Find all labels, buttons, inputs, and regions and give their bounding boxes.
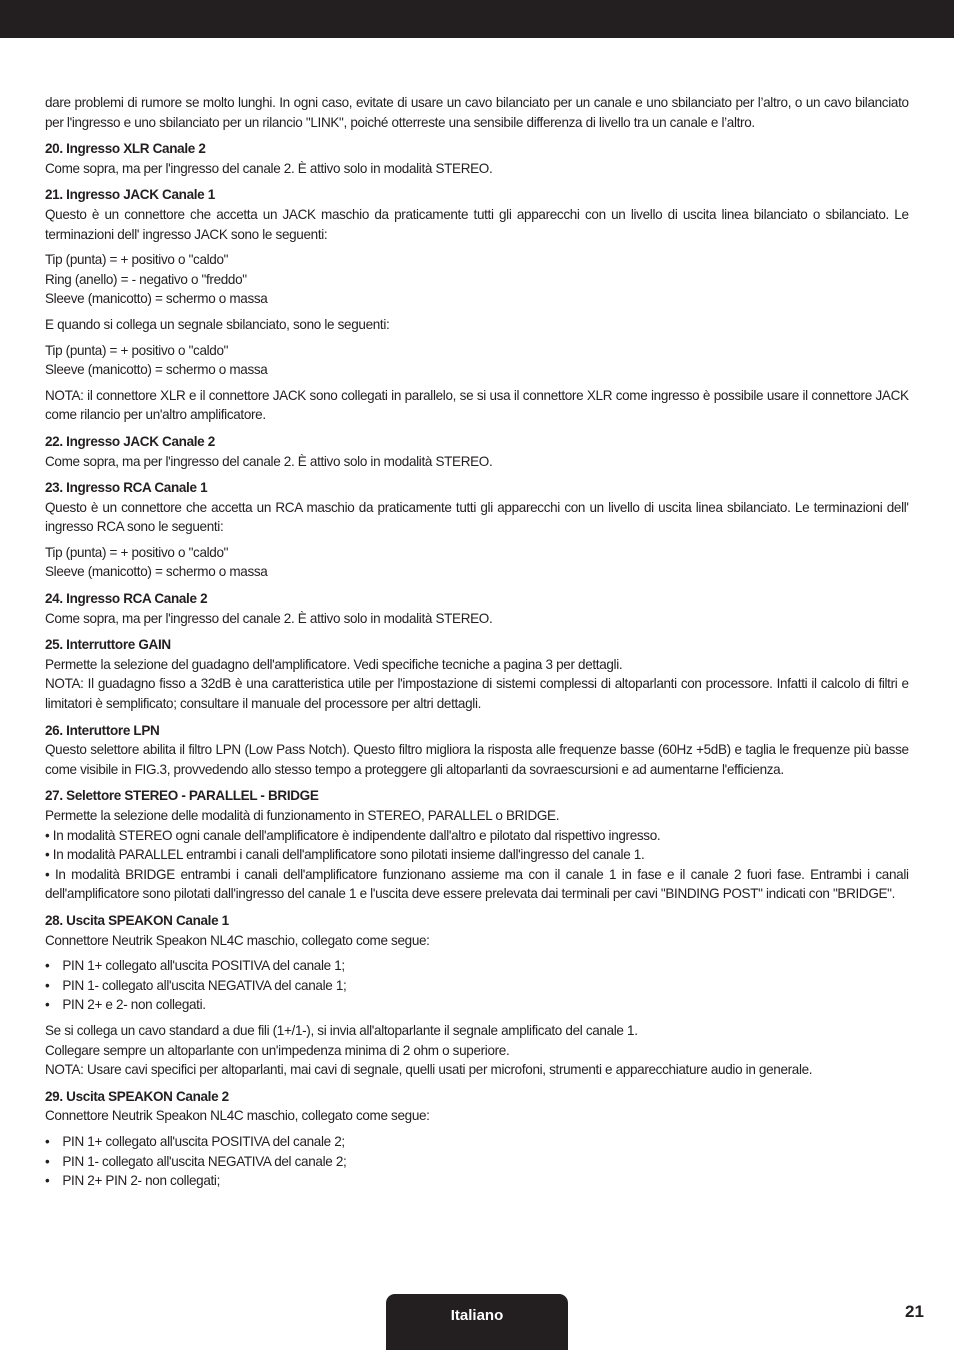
section-29-title: 29. Uscita SPEAKON Canale 2 — [45, 1087, 229, 1104]
section-27-title: 27. Selettore STEREO - PARALLEL - BRIDGE — [45, 787, 319, 804]
section-26-text: Questo selettore abilita il filtro LPN (Low Pass Notch). Questo filtro migliora la risposta alle frequenze basse (60Hz +5dB) e taglia le frequenze più basse come visibile in FIG.3, provvedendo allo stesso tempo a proteggere gli altoparlanti da sovraescursioni e ad aumentarne l'efficienza. — [45, 741, 909, 777]
list-item — [45, 1152, 909, 1172]
bullet-marker: • — [45, 957, 50, 974]
section-22-title: 22. Ingresso JACK Canale 2 — [45, 432, 215, 449]
section-27-text: Permette la selezione delle modalità di funzionamento in STEREO, PARALLEL o BRIDGE. — [45, 807, 560, 823]
list-item — [45, 956, 909, 976]
section-21-sleeve: Sleeve (manicotto) = schermo o massa — [45, 290, 268, 307]
top-bar — [0, 0, 954, 38]
list-item-text: PIN 2+ e 2- non collegati. — [62, 996, 206, 1013]
bullet-marker: • — [45, 996, 50, 1013]
section-23-tip: Tip (punta) = + positivo o "caldo" — [45, 543, 229, 560]
section-20-text: Come sopra, ma per l'ingresso del canale 2. È attivo solo in modalità STEREO. — [45, 159, 493, 176]
section-28-paragraph-1: Se si collega un cavo standard a due fili (1+/1-), si invia all'altoparlante il segnale amplificato del canale 1. — [45, 1021, 638, 1038]
section-21-sleeve-2: Sleeve (manicotto) = schermo o massa — [45, 361, 268, 378]
section-23-title: 23. Ingresso RCA Canale 1 — [45, 479, 208, 496]
section-29-text: Connettore Neutrik Speakon NL4C maschio, collegato come segue: — [45, 1107, 430, 1124]
section-24-title: 24. Ingresso RCA Canale 2 — [45, 590, 208, 607]
intro-paragraph: dare problemi di rumore se molto lunghi. In ogni caso, evitate di usare un cavo bilanciato per un canale e uno sbilanciato per l’altro, o un cavo bilanciato per l'ingresso e uno sbilanciato per un rilancio "LINK", poiché otterreste una sensibile differenza di livello tra un canale e l’altro. — [45, 94, 909, 130]
section-21-text: Questo è un connettore che accetta un JACK maschio da praticamente tutti gli apparecchi con un livello di uscita linea bilanciato o sbilanciato. Le terminazioni dell' ingresso JACK sono le seguenti: — [45, 205, 909, 242]
section-20-title: 20. Ingresso XLR Canale 2 — [45, 140, 206, 157]
section-28-text: Connettore Neutrik Speakon NL4C maschio, collegato come segue: — [45, 931, 430, 948]
language-label: Italiano — [450, 1307, 504, 1324]
section-25-title: 25. Interruttore GAIN — [45, 636, 171, 653]
bullet-marker: • — [45, 1172, 50, 1189]
list-item — [45, 1132, 909, 1152]
language-tab — [386, 1294, 568, 1350]
section-21-ring: Ring (anello) = - negativo o "freddo" — [45, 270, 247, 287]
section-26-title: 26. Interuttore LPN — [45, 721, 160, 738]
section-27-bullet-bridge: • In modalità BRIDGE entrambi i canali dell'amplificatore funzionano assieme ma con il canale 1 in fase e il canale 2 fuori fase. Entrambi i canali dell'amplificatore sono pilotati dall'ingresso del canale 1 e l'uscita deve essere prelevata dai terminali per cavi "BINDING POST" indicati con "BRIDGE". — [45, 865, 909, 902]
section-23-sleeve: Sleeve (manicotto) = schermo o massa — [45, 563, 268, 580]
section-21-tip-2: Tip (punta) = + positivo o "caldo" — [45, 341, 229, 358]
page-number: 21 — [905, 1302, 924, 1321]
section-22-text: Come sopra, ma per l'ingresso del canale 2. È attivo solo in modalità STEREO. — [45, 452, 493, 469]
list-item-text: PIN 1+ collegato all'uscita POSITIVA del canale 1; — [62, 957, 345, 974]
section-25-note: NOTA: Il guadagno fisso a 32dB è una caratteristica utile per l'impostazione di sistemi complessi di altoparlanti con processore. Infatti il calcolo di filtri e limitatori è semplificato; consultare il manuale del processore per altri dettagli. — [45, 675, 909, 712]
section-21-tip: Tip (punta) = + positivo o "caldo" — [45, 251, 229, 268]
section-21-unbalanced: E quando si collega un segnale sbilanciato, sono le seguenti: — [45, 315, 390, 332]
bullet-marker: • — [45, 1132, 50, 1149]
section-24-text: Come sopra, ma per l'ingresso del canale 2. È attivo solo in modalità STEREO. — [45, 609, 493, 626]
section-25-text: Permette la selezione del guadagno dell'amplificatore. Vedi specifiche tecniche a pagina 3 per dettagli. — [45, 655, 623, 672]
section-28-title: 28. Uscita SPEAKON Canale 1 — [45, 911, 229, 928]
bullet-marker: • — [45, 1152, 50, 1169]
document-body — [45, 93, 909, 1191]
list-item — [45, 1171, 909, 1191]
list-item-text: PIN 1- collegato all'uscita NEGATIVA del canale 2; — [62, 1152, 347, 1169]
section-23-text: Questo è un connettore che accetta un RCA maschio da praticamente tutti gli apparecchi con un livello di uscita linea sbilanciato. Le terminazioni dell' ingresso RCA sono le seguenti: — [45, 498, 909, 535]
list-item-text: PIN 1- collegato all'uscita NEGATIVA del canale 1; — [62, 976, 347, 993]
list-item-text: PIN 1+ collegato all'uscita POSITIVA del canale 2; — [62, 1132, 345, 1149]
section-21-note: NOTA: il connettore XLR e il connettore JACK sono collegati in parallelo, se si usa il connettore XLR come ingresso è possibile usare il connettore JACK come rilancio per un'altro amplificatore. — [45, 386, 909, 423]
section-28-note: NOTA: Usare cavi specifici per altoparlanti, mai cavi di segnale, quelli usati per microfoni, strumenti e apparecchiature audio in generale. — [45, 1061, 813, 1078]
section-21-title: 21. Ingresso JACK Canale 1 — [45, 186, 215, 203]
list-item — [45, 976, 909, 996]
bullet-marker: • — [45, 976, 50, 993]
list-item-text: PIN 2+ PIN 2- non collegati; — [62, 1172, 221, 1189]
section-27-bullet-parallel: • In modalità PARALLEL entrambi i canali dell'amplificatore sono pilotati insieme dall'ingresso del canale 1. — [45, 846, 645, 863]
list-item — [45, 995, 909, 1015]
section-27-bullet-stereo: • In modalità STEREO ogni canale dell'amplificatore è indipendente dall'altro e pilotato dal rispettivo ingresso. — [45, 826, 661, 843]
section-28-paragraph-2: Collegare sempre un altoparlante con un'impedenza minima di 2 ohm o superiore. — [45, 1041, 510, 1058]
